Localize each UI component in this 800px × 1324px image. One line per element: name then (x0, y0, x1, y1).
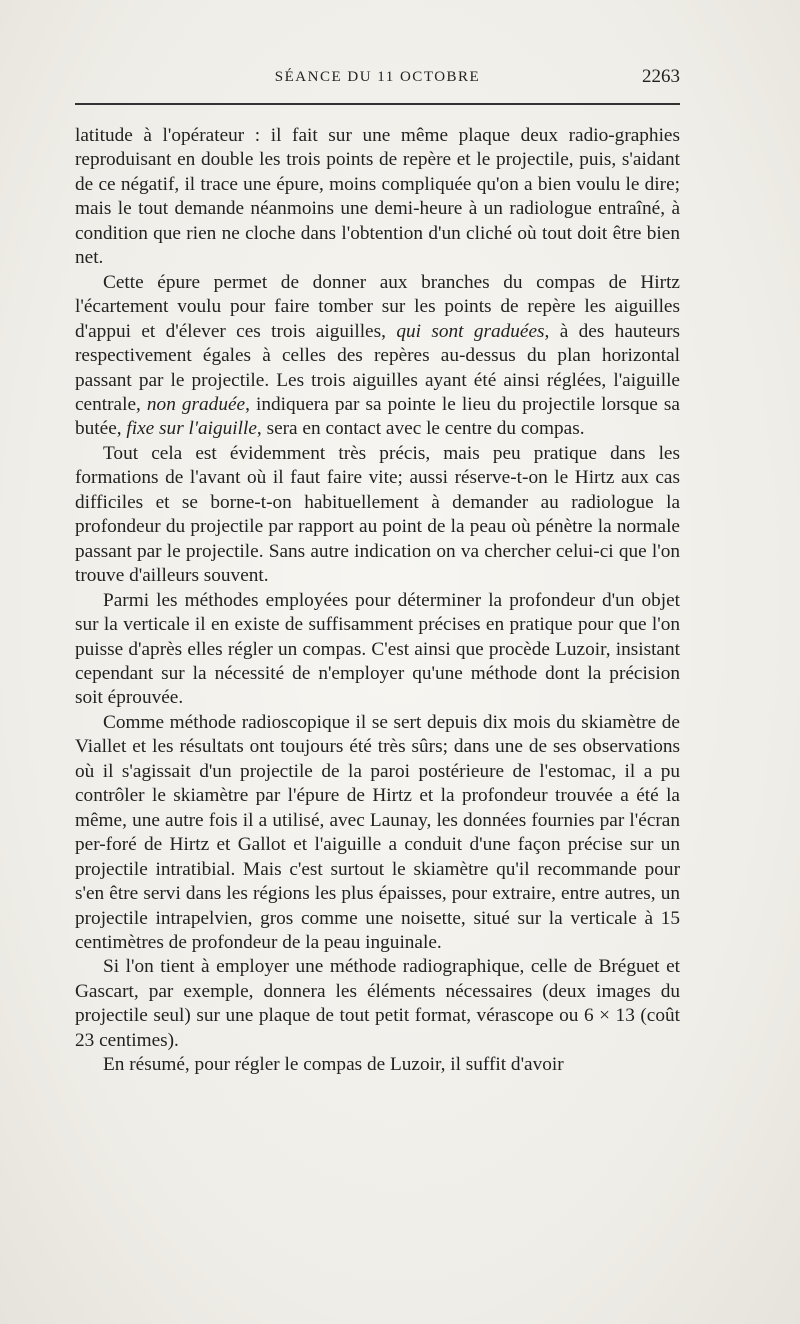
running-title: SÉANCE DU 11 OCTOBRE (274, 69, 481, 85)
paragraph-6: Si l'on tient à employer une méthode radiographique, celle de Bréguet et Gascart, par exemple, donnera les éléments nécessaires (deux images du projectile seul) sur une plaque de tout petit format, vérascope ou 6 × 13 (coût 23 centimes). (75, 956, 680, 1051)
header-rule (75, 103, 680, 105)
paragraph-1: latitude à l'opérateur : il fait sur une même plaque deux radio-graphies reproduisant en double les trois points de repère et le projectile, puis, s'aidant de ce négatif, il trace une épure, moins compliquée qu'on a bien voulu le dire; mais le tout demande néanmoins une demi-heure à un radiologue entraîné, à condition que rien ne cloche dans l'obtention d'un cliché où tout doit être bien net. (75, 125, 680, 269)
paragraph-5: Comme méthode radioscopique il se sert depuis dix mois du skiamètre de Viallet et les résultats ont toujours été très sûrs; dans une de ses observations où il s'agissait d'un projectile de la paroi postérieure de l'estomac, il a pu contrôler le skiamètre par l'épure de Hirtz et la profondeur trouvée a été la même, une autre fois il a utilisé, avec Launay, les données fournies par l'écran per-foré de Hirtz et Gallot et l'aiguille a conduit d'une façon précise sur un projectile intratibial. Mais c'est surtout le skiamètre qu'il recommande pour s'en être servi dans les régions les plus épaisses, pour extraire, entre autres, un projectile intrapelvien, gros comme une noisette, situé sur la verticale à 15 centimètres de profondeur de la peau inguinale. (75, 711, 680, 953)
italic-phrase: non graduée (146, 393, 246, 415)
page-number: 2263 (642, 66, 680, 87)
paragraph-7: En résumé, pour régler le compas de Luzoir, il suffit d'avoir (103, 1054, 564, 1076)
paragraph-4: Parmi les méthodes employées pour déterminer la profondeur d'un objet sur la verticale il en existe de suffisamment précises en pratique pour que l'on puisse d'après elles régler un compas. C'est ainsi que procède Luzoir, insistant cependant sur la nécessité de n'employer qu'une méthode dont la précision soit éprouvée. (75, 589, 680, 709)
paragraph-2: Cette épure permet de donner aux branches du compas de Hirtz l'écartement voulu pour faire tomber sur les points de repère les aiguilles d'appui et d'élever ces trois aiguilles, qui sont graduées, à des hauteurs respectivement égales à celles des repères au-dessus du plan horizontal passant par le projectile. Les trois aiguilles ayant été ainsi réglées, l'aiguille centrale, non graduée, indiquera par sa pointe le lieu du projectile lorsque sa butée, fixe sur l'aiguille, sera en contact avec le centre du compas. (75, 271, 681, 440)
italic-phrase: qui sont graduées (396, 320, 545, 342)
running-header (75, 66, 680, 90)
paragraph-3: Tout cela est évidemment très précis, mais peu pratique dans les formations de l'avant où il faut faire vite; aussi réserve-t-on le Hirtz aux cas difficiles et se borne-t-on habituellement à demander au radiologue la profondeur du projectile par rapport au point de la peau où pénètre la normale passant par le projectile. Sans autre indication on va chercher celui-ci que l'on trouve d'ailleurs souvent. (75, 442, 680, 587)
italic-phrase: fixe sur l'aiguille (126, 418, 257, 440)
body-text (75, 124, 680, 1078)
